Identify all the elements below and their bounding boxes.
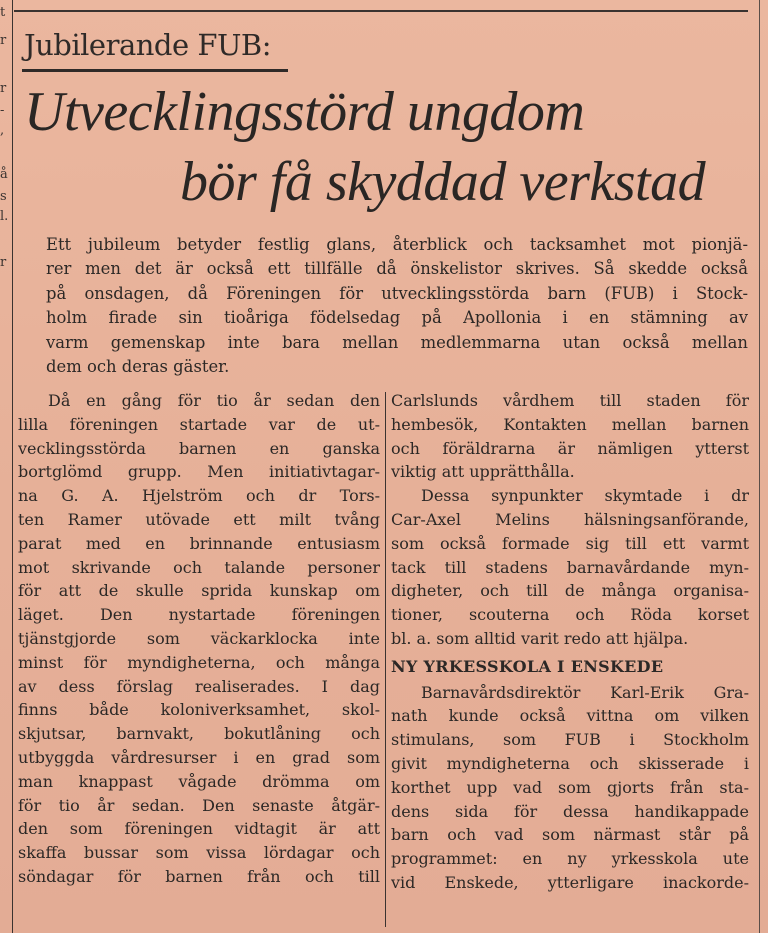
lead-line: holm firade sin tioåriga födelsedag på Apollonia i en stämning av (46, 308, 748, 328)
headline-line-2: bör få skyddad verkstad (180, 151, 706, 213)
body-line: dens sida för dessa handikappade (391, 801, 749, 821)
body-line: viktig att upprätthålla. (391, 462, 575, 482)
body-column-1 (18, 389, 380, 889)
body-line: nath kunde också vittna om vilken (391, 706, 749, 726)
right-edge-rule (759, 0, 760, 933)
kicker-title: Jubilerande FUB: (24, 28, 271, 62)
lead-paragraph (46, 233, 748, 379)
margin-fragment: t (0, 5, 6, 20)
margin-fragment: s (0, 189, 7, 204)
body-line: ten Ramer utövade ett milt tvång (18, 509, 380, 529)
body-line: Car-Axel Melins hälsningsanförande, (391, 509, 749, 529)
body-line: Carlslunds vårdhem till staden för (391, 391, 749, 410)
margin-fragment: å (0, 167, 8, 182)
margin-fragment: r (0, 81, 7, 96)
lead-line: dem och deras gäster. (46, 357, 230, 377)
body-line: mot skrivande och talande personer (18, 557, 380, 577)
body-line: läget. Den nystartade föreningen (18, 605, 380, 625)
body-line: och föräldrarna är nämligen ytterst (391, 438, 749, 458)
margin-fragment: , (0, 123, 5, 138)
body-line: för att de skulle sprida kunskap om (18, 581, 380, 601)
lead-line: på onsdagen, då Föreningen för utvecklingsstörda barn (FUB) i Stock- (46, 283, 748, 303)
body-line: givit myndigheterna och skisserade i (391, 753, 749, 773)
lead-line: Ett jubileum betyder festlig glans, återblick och tacksamhet mot pionjä- (46, 235, 748, 254)
body-line: tioner, scouterna och Röda korset (391, 605, 749, 625)
body-line: tack till stadens barnavårdande myn- (391, 557, 749, 577)
body-line: parat med en brinnande entusiasm (18, 533, 380, 553)
lead-line: rer men det är också ett tillfälle då önskelistor skrives. Så skedde också (46, 259, 748, 279)
body-line: för tio år sedan. Den senaste åtgär- (18, 795, 380, 815)
body-line: vecklingsstörda barnen en ganska (18, 438, 380, 458)
body-line: hembesök, Kontakten mellan barnen (391, 414, 749, 434)
headline-line-1: Utvecklingsstörd ungdom (24, 81, 585, 143)
kicker-underline (22, 69, 288, 72)
body-line: programmet: en ny yrkesskola ute (391, 849, 749, 869)
body-line: korthet upp vad som gjorts från sta- (391, 777, 749, 797)
body-line: na G. A. Hjelström och dr Tors- (18, 486, 380, 506)
margin-fragment: - (0, 103, 5, 118)
body-line: lilla föreningen startade var de ut- (18, 414, 380, 434)
body-line: bl. a. som alltid varit redo att hjälpa. (391, 628, 689, 648)
lead-line: varm gemenskap inte bara mellan medlemmarna utan också mellan (46, 332, 748, 352)
body-line: som också formade sig till ett varmt (391, 533, 749, 553)
body-line: söndagar för barnen från och till (18, 866, 380, 886)
margin-fragment: l. (0, 209, 9, 224)
body-line: den som föreningen vidtagit är att (18, 819, 380, 839)
body-line: vid Enskede, ytterligare inackorde- (391, 872, 749, 892)
body-line: tjänstgjorde som väckarklocka inte (18, 628, 380, 648)
body-line: finns både koloniverksamhet, skol- (18, 700, 380, 720)
body-line: utbyggda vårdresurser i en grad som (18, 747, 380, 767)
body-line: av dess förslag realiserades. I dag (18, 676, 380, 696)
top-rule (14, 10, 748, 12)
body-line: minst för myndigheterna, och många (18, 652, 380, 672)
body-line: Dessa synpunkter skymtade i dr (421, 486, 749, 506)
body-line: skjutsar, barnvakt, bokutlåning och (18, 724, 380, 744)
section-subheading: NY YRKESSKOLA I ENSKEDE (391, 656, 664, 676)
body-line: Då en gång för tio år sedan den (48, 391, 380, 410)
body-line: barn och vad som närmast står på (391, 825, 749, 845)
margin-fragment: r (0, 255, 7, 270)
body-line: stimulans, som FUB i Stockholm (391, 730, 749, 750)
body-column-2 (391, 389, 749, 895)
margin-fragment: r (0, 33, 7, 48)
body-line: Barnavårdsdirektör Karl-Erik Gra- (421, 682, 749, 702)
column-divider (385, 392, 386, 927)
adjacent-column-fragment (0, 0, 13, 933)
body-line: man knappast vågade drömma om (18, 771, 380, 791)
body-line: bortglömd grupp. Men initiativtagar- (18, 462, 380, 482)
body-line: digheter, och till de många organisa- (391, 581, 749, 601)
body-line: skaffa bussar som vissa lördagar och (18, 843, 380, 863)
